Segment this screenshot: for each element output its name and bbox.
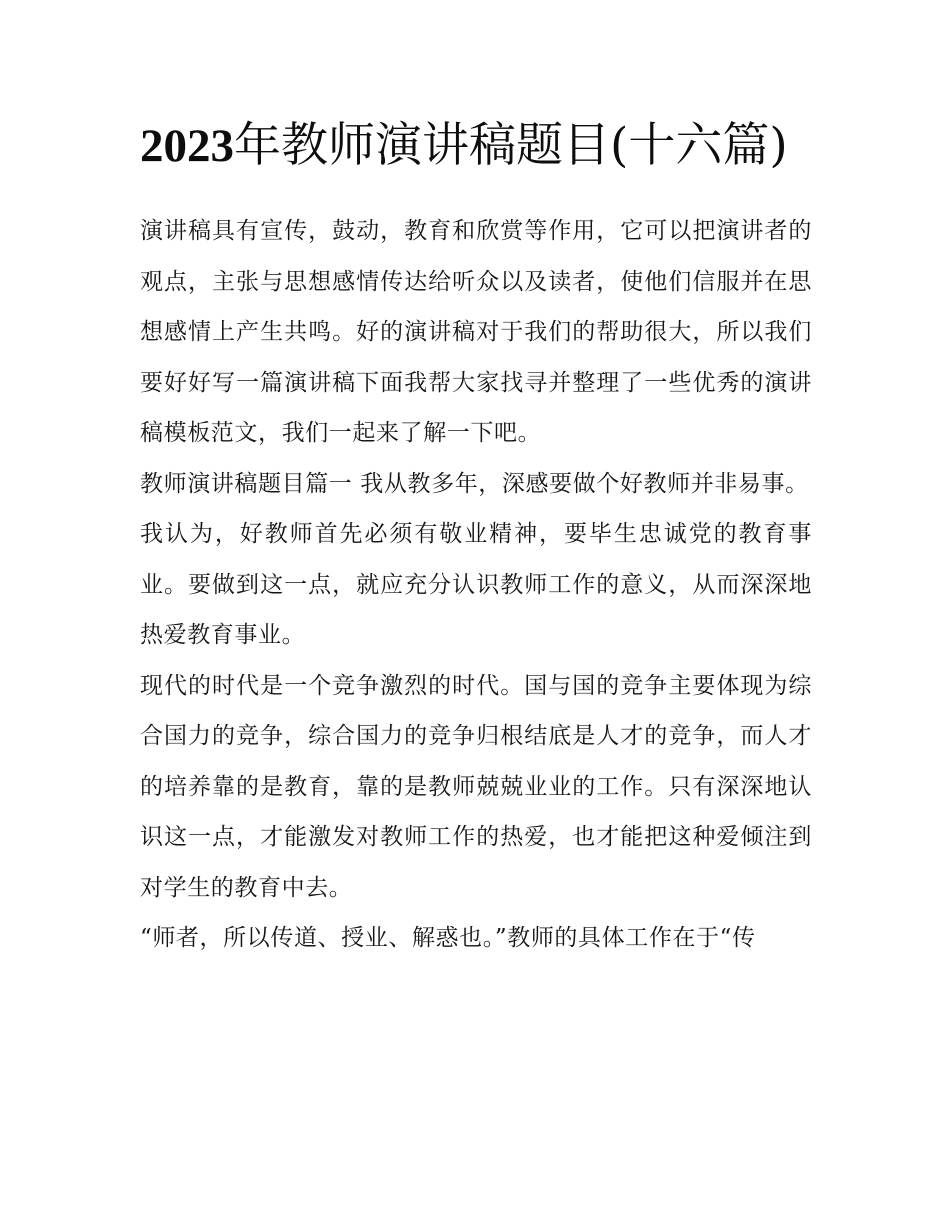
- body-paragraph: “师者，所以传道、授业、解惑也。”教师的具体工作在于“传: [140, 925, 756, 951]
- title-text: 年教师演讲稿题目(十六篇): [234, 118, 788, 173]
- document-title: [140, 112, 812, 180]
- document-body: [140, 206, 812, 964]
- section-heading-paragraph: 教师演讲稿题目篇一 我从教多年，深感要做个好教师并非易事。: [140, 470, 809, 497]
- body-paragraph: 现代的时代是一个竞争激烈的时代。国与国的竞争主要体现为综合国力的竞争，综合国力的竞争归根结底是人才的竞争，而人才的培养靠的是教育，靠的是教师兢兢业业的工作。只有深深地认识这一点，才能激发对教师工作的热爱，也才能把这种爱倾注到对学生的教育中去。: [140, 672, 812, 901]
- body-paragraph: 我认为，好教师首先必须有敬业精神，要毕生忠诚党的教育事业。要做到这一点，就应充分认识教师工作的意义，从而深深地热爱教育事业。: [140, 521, 812, 648]
- title-year: 2023: [140, 120, 234, 172]
- document-content: [140, 112, 812, 964]
- intro-paragraph: 演讲稿具有宣传，鼓动，教育和欣赏等作用，它可以把演讲者的观点，主张与思想感情传达给听众以及读者，使他们信服并在思想感情上产生共鸣。好的演讲稿对于我们的帮助很大，所以我们要好好写一篇演讲稿下面我帮大家找寻并整理了一些优秀的演讲稿模板范文，我们一起来了解一下吧。: [140, 218, 812, 446]
